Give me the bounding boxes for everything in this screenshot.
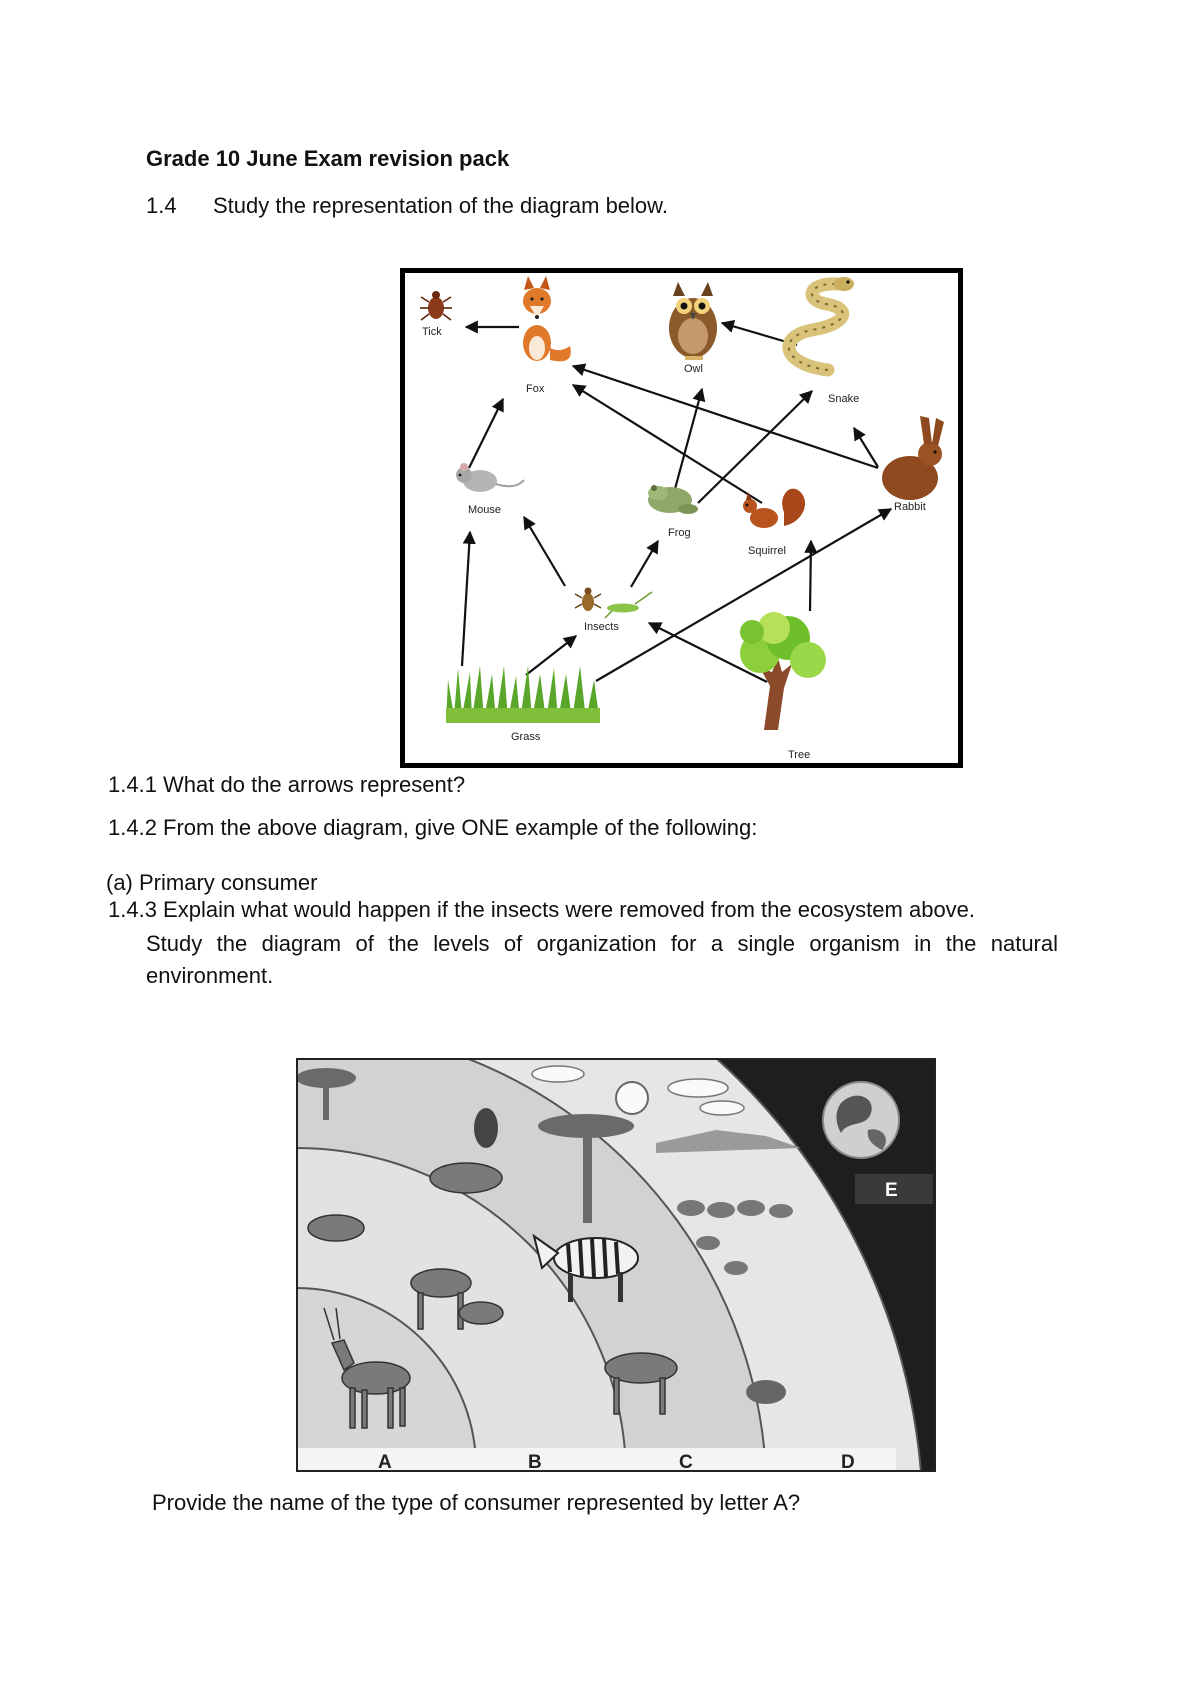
question-1-4-3: 1.4.3 Explain what would happen if the insects were removed from the ecosystem above. <box>108 897 976 922</box>
arrow-tree-squirrel <box>810 541 811 611</box>
label-a: A <box>378 1452 392 1472</box>
question-number: 1.4 <box>146 193 177 218</box>
label-fox: Fox <box>526 383 545 395</box>
vulture-icon <box>474 1108 498 1148</box>
label-tick: Tick <box>422 326 442 338</box>
label-tree: Tree <box>788 749 811 761</box>
study-instruction: Study the diagram of the levels of organization for a single organism in the natural environment. <box>146 931 1058 988</box>
label-c: C <box>679 1452 693 1472</box>
label-snake: Snake <box>828 393 860 405</box>
label-frog: Frog <box>668 527 691 539</box>
label-insects: Insects <box>584 621 619 633</box>
sun-icon <box>616 1082 648 1114</box>
label-rabbit: Rabbit <box>894 501 926 513</box>
question-1-4-2a: (a) Primary consumer <box>106 870 318 895</box>
levels-of-organisation-diagram <box>296 1058 936 1472</box>
question-1-4-2: 1.4.2 From the above diagram, give ONE example of the following: <box>108 815 758 840</box>
label-d: D <box>841 1452 855 1472</box>
label-mouse: Mouse <box>468 504 502 516</box>
question-1-4-1: 1.4.1 What do the arrows represent? <box>108 772 466 797</box>
final-question: Provide the name of the type of consumer represented by letter A? <box>152 1490 801 1515</box>
label-e: E <box>885 1180 898 1201</box>
label-squirrel: Squirrel <box>748 545 786 557</box>
label-owl: Owl <box>684 363 703 375</box>
document-title: Grade 10 June Exam revision pack <box>146 146 510 171</box>
tortoise-icon <box>746 1380 786 1404</box>
label-grass: Grass <box>511 731 541 743</box>
label-b: B <box>528 1452 542 1472</box>
question-text: Study the representation of the diagram below. <box>213 193 668 218</box>
food-web-diagram <box>400 268 963 768</box>
